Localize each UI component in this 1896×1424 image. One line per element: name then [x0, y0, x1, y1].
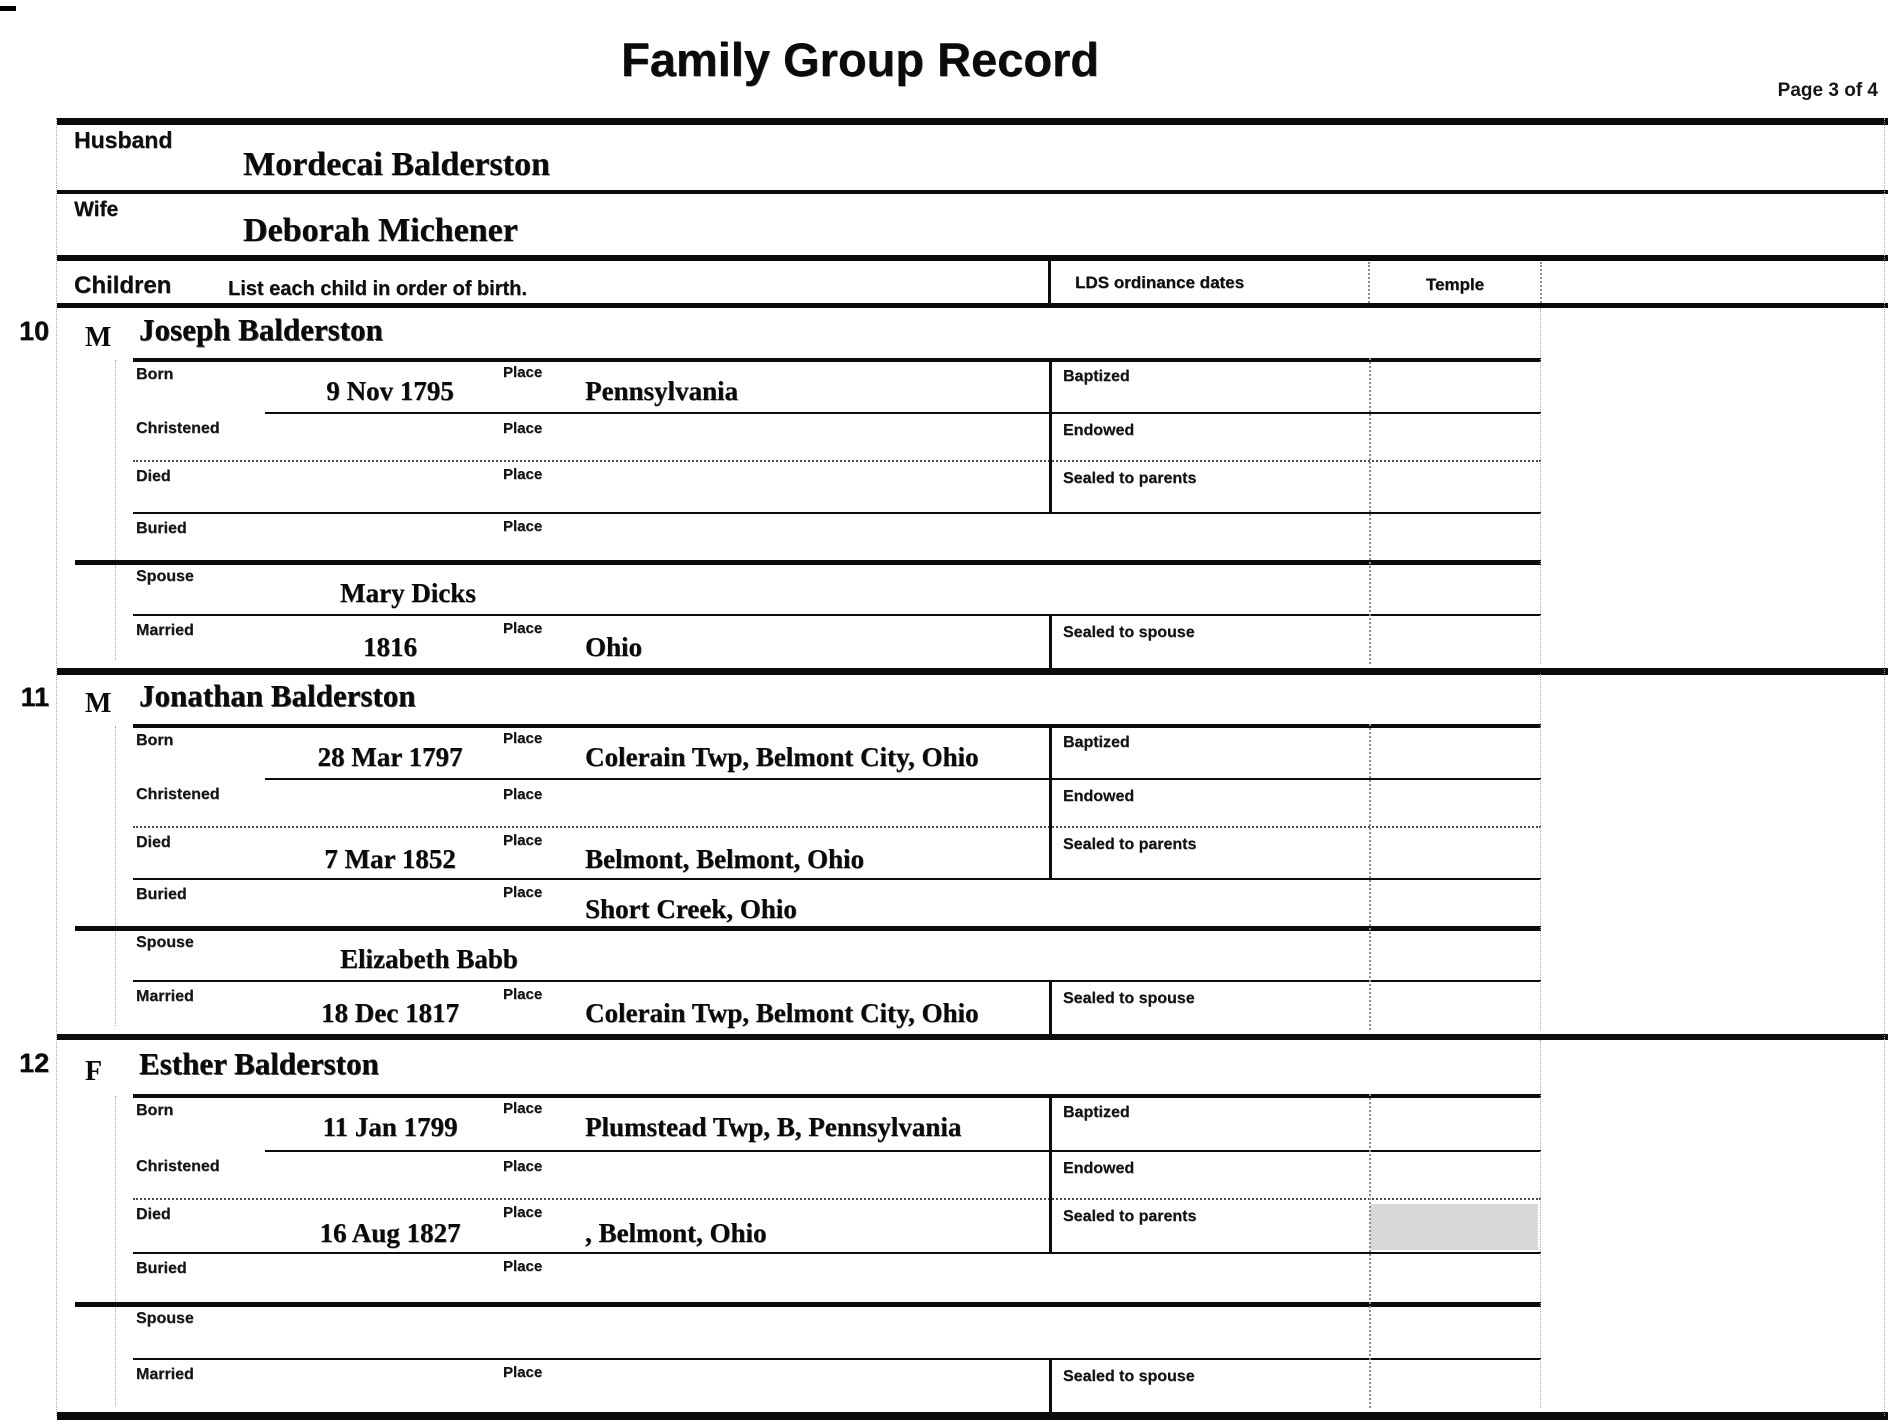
place-label: Place	[503, 1158, 543, 1175]
shaded-temple-cell	[1370, 1204, 1538, 1250]
christened-row-line	[133, 826, 1541, 828]
spouse-name: Elizabeth Babb	[340, 944, 518, 974]
husband-name: Mordecai Balderston	[243, 146, 550, 183]
place-label: Place	[503, 1364, 543, 1381]
child-block-right-divider	[1540, 1040, 1541, 1408]
place-label: Place	[503, 1258, 543, 1275]
baptized-label: Baptized	[1063, 1104, 1130, 1121]
buried-label: Buried	[136, 1260, 187, 1277]
child-record-10	[18, 308, 1888, 668]
place-label: Place	[503, 1100, 543, 1117]
spouse-name: Mary Dicks	[340, 578, 476, 608]
temple-column-header: Temple	[1425, 275, 1485, 294]
baptized-label: Baptized	[1063, 368, 1130, 385]
christened-row-line	[133, 460, 1541, 462]
spouse-label: Spouse	[136, 934, 194, 951]
place-label: Place	[503, 1204, 543, 1221]
scan-artifact	[0, 6, 16, 11]
lds-column-divider	[1049, 1358, 1052, 1412]
lds-column-header: LDS ordinance dates	[1075, 273, 1245, 292]
buried-label: Buried	[136, 520, 187, 537]
child-name-underline	[133, 724, 1541, 728]
husband-label: Husband	[74, 127, 173, 153]
born-place: Colerain Twp, Belmont City, Ohio	[585, 742, 979, 772]
married-date: 1816	[363, 632, 417, 662]
buried-place: Short Creek, Ohio	[585, 894, 797, 924]
married-date: 18 Dec 1817	[321, 998, 459, 1028]
child-number: 11	[20, 682, 49, 712]
born-row-line	[265, 778, 1541, 780]
children-label: Children	[74, 272, 172, 299]
place-label: Place	[503, 518, 543, 535]
temple-column-divider	[1369, 724, 1371, 1030]
lds-column-divider	[1049, 1094, 1052, 1252]
place-label: Place	[503, 730, 543, 747]
died-row-line	[133, 512, 1541, 514]
died-label: Died	[136, 468, 171, 485]
died-place: Belmont, Belmont, Ohio	[585, 844, 865, 874]
label-column-divider	[115, 726, 116, 1026]
christened-label: Christened	[136, 1158, 220, 1175]
died-place: , Belmont, Ohio	[585, 1218, 767, 1248]
spouse-row-line	[133, 614, 1541, 616]
born-label: Born	[136, 1102, 174, 1119]
child-block-right-divider	[1540, 674, 1541, 1030]
lds-column-divider	[1049, 724, 1052, 880]
married-place: Ohio	[585, 632, 643, 662]
child-name: Esther Balderston	[139, 1046, 379, 1081]
place-label: Place	[503, 832, 543, 849]
christened-row-line	[133, 1198, 1541, 1200]
label-column-divider	[115, 1096, 116, 1406]
lds-column-divider	[1049, 358, 1052, 514]
child-name: Joseph Balderston	[139, 312, 383, 347]
place-label: Place	[503, 986, 543, 1003]
child-number: 12	[18, 1048, 49, 1078]
sealed-to-spouse-label: Sealed to spouse	[1063, 624, 1195, 641]
married-place: Colerain Twp, Belmont City, Ohio	[585, 998, 979, 1028]
married-label: Married	[136, 1366, 194, 1383]
child-record-11	[20, 674, 1888, 1034]
born-date: 11 Jan 1799	[322, 1112, 458, 1142]
born-label: Born	[136, 366, 174, 383]
label-column-divider	[115, 360, 116, 660]
place-label: Place	[503, 786, 543, 803]
spouse-row-line	[133, 980, 1541, 982]
sealed-to-spouse-label: Sealed to spouse	[1063, 990, 1195, 1007]
endowed-label: Endowed	[1063, 1160, 1135, 1177]
wife-row-divider	[57, 255, 1888, 261]
born-date: 28 Mar 1797	[317, 742, 463, 772]
married-label: Married	[136, 622, 194, 639]
born-row-line	[265, 412, 1541, 414]
spouse-label: Spouse	[136, 1310, 194, 1327]
spouse-section-divider	[75, 1302, 1541, 1307]
born-label: Born	[136, 732, 174, 749]
born-place: Plumstead Twp, B, Pennsylvania	[585, 1112, 962, 1142]
spouse-section-divider	[75, 926, 1541, 931]
married-label: Married	[136, 988, 194, 1005]
temple-column-divider	[1369, 358, 1371, 664]
children-instruction: List each child in order of birth.	[228, 278, 527, 300]
died-date: 16 Aug 1827	[319, 1218, 461, 1248]
place-label: Place	[503, 364, 543, 381]
spouse-row-line	[133, 1358, 1541, 1360]
document-title: Family Group Record	[621, 33, 1099, 86]
spouse-section-divider	[75, 560, 1541, 565]
place-label: Place	[503, 884, 543, 901]
child-record-12	[18, 1040, 1888, 1412]
christened-label: Christened	[136, 786, 220, 803]
christened-label: Christened	[136, 420, 220, 437]
place-label: Place	[503, 620, 543, 637]
died-row-line	[133, 878, 1541, 880]
child-sex: M	[85, 688, 112, 719]
child-name-underline	[133, 358, 1541, 362]
child-sex: M	[85, 322, 112, 353]
baptized-label: Baptized	[1063, 734, 1130, 751]
endowed-label: Endowed	[1063, 422, 1135, 439]
sealed-to-parents-label: Sealed to parents	[1063, 1208, 1197, 1225]
table-top-border	[57, 118, 1888, 125]
buried-label: Buried	[136, 886, 187, 903]
born-place: Pennsylvania	[585, 376, 739, 406]
child-name: Jonathan Balderston	[139, 678, 416, 713]
lds-column-divider	[1048, 261, 1051, 303]
header-right-divider	[1540, 262, 1542, 303]
child-name-underline	[133, 1094, 1541, 1098]
born-date: 9 Nov 1795	[326, 376, 454, 406]
born-row-line	[265, 1150, 1541, 1152]
page-number: Page 3 of 4	[1777, 80, 1878, 101]
temple-column-divider	[1369, 1094, 1371, 1408]
husband-row-divider	[57, 190, 1888, 194]
died-date: 7 Mar 1852	[324, 844, 456, 874]
died-label: Died	[136, 1206, 171, 1223]
child-number: 10	[18, 316, 49, 346]
temple-column-divider	[1368, 262, 1370, 303]
place-label: Place	[503, 420, 543, 437]
wife-label: Wife	[74, 198, 119, 221]
place-label: Place	[503, 466, 543, 483]
spouse-label: Spouse	[136, 568, 194, 585]
sealed-to-parents-label: Sealed to parents	[1063, 470, 1197, 487]
died-label: Died	[136, 834, 171, 851]
sealed-to-parents-label: Sealed to parents	[1063, 836, 1197, 853]
sealed-to-spouse-label: Sealed to spouse	[1063, 1368, 1195, 1385]
table-bottom-border	[57, 1412, 1888, 1420]
endowed-label: Endowed	[1063, 788, 1135, 805]
child-sex: F	[85, 1056, 103, 1087]
lds-column-divider	[1049, 980, 1052, 1034]
wife-name: Deborah Michener	[243, 212, 518, 249]
lds-column-divider	[1049, 614, 1052, 668]
died-row-line	[133, 1252, 1541, 1254]
child-block-right-divider	[1540, 308, 1541, 664]
